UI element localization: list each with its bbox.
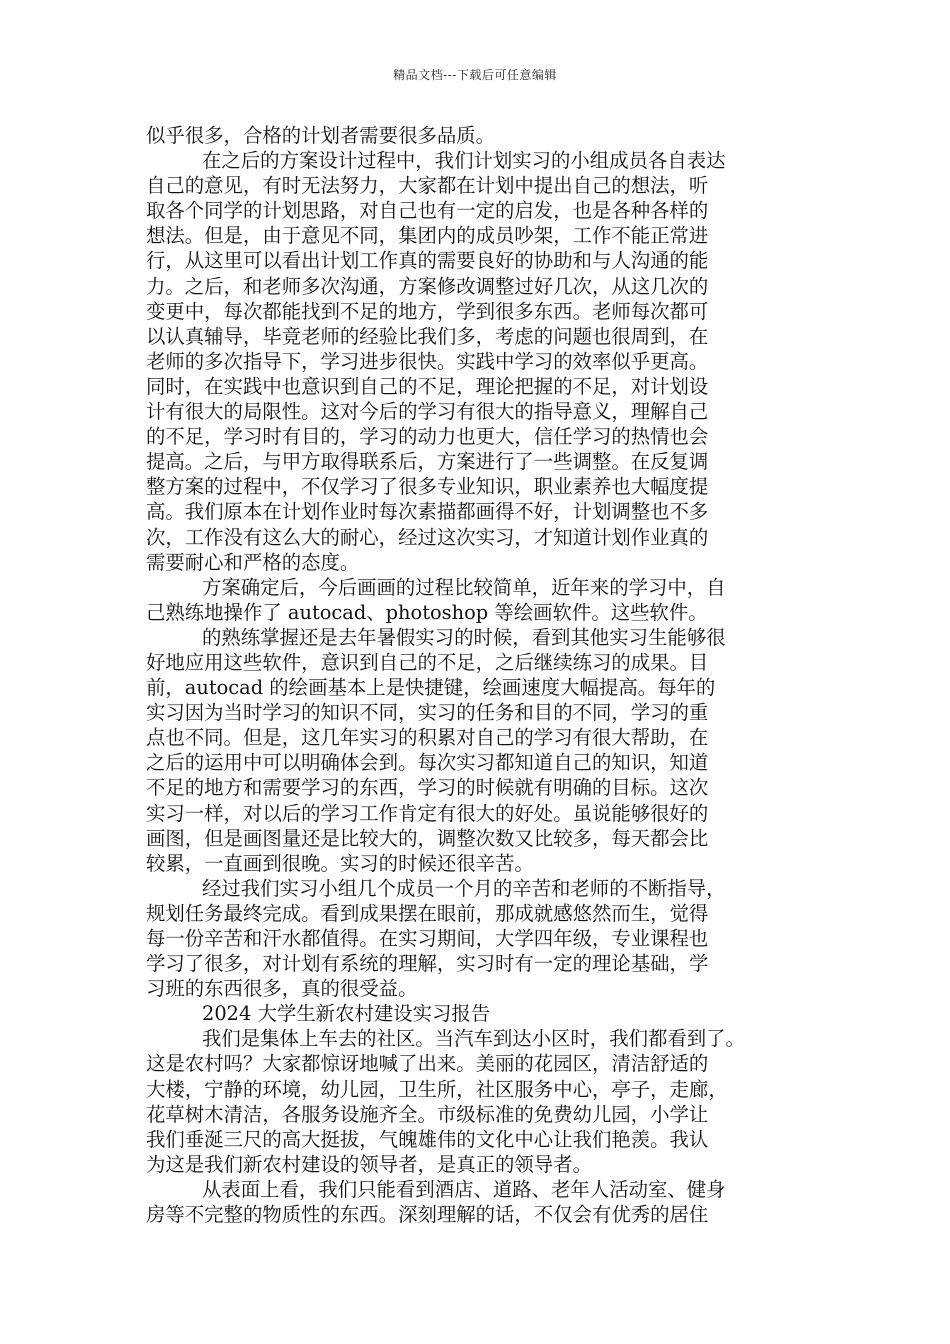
- text-line: 画图，但是画图量还是比较大的，调整次数又比较多，每天都会比: [146, 826, 709, 850]
- text-line: 同时，在实践中也意识到自己的不足，理论把握的不足，对计划设: [146, 374, 709, 398]
- text-line: 好地应用这些软件，意识到自己的不足，之后继续练习的成果。目: [146, 650, 709, 674]
- document-body: [146, 123, 812, 1227]
- text-line: 2024 大学生新农村建设实习报告: [202, 1002, 491, 1026]
- text-line: 之后的运用中可以明确体会到。每次实习都知道自己的知识，知道: [146, 751, 709, 775]
- text-line: 前，autocad 的绘画基本上是快捷键，绘画速度大幅提高。每年的: [146, 676, 716, 700]
- text-line: 似乎很多，合格的计划者需要很多品质。: [146, 124, 496, 147]
- text-line: 计有很大的局限性。这对今后的学习有很大的指导意义，理解自己: [146, 400, 709, 424]
- text-line: 变更中，每次都能找到不足的地方，学到很多东西。老师每次都可: [146, 299, 709, 323]
- text-line: 学习了很多，对计划有系统的理解，实习时有一定的理论基础，学: [146, 952, 709, 976]
- text-line: 我们垂涎三尺的高大挺拔，气魄雄伟的文化中心让我们艳羡。我认: [146, 1127, 709, 1151]
- text-line: 房等不完整的物质性的东西。深刻理解的话，不仅会有优秀的居住: [146, 1203, 709, 1227]
- text-line: 次，工作没有这么大的耐心，经过这次实习，才知道计划作业真的: [146, 525, 709, 549]
- text-line: 提高。之后，与甲方取得联系后，方案进行了一些调整。在反复调: [146, 450, 709, 474]
- text-line: 经过我们实习小组几个成员一个月的辛苦和老师的不断指导，: [202, 876, 726, 900]
- text-line: 习班的东西很多，真的很受益。: [146, 977, 418, 1001]
- text-line: 这是农村吗？大家都惊讶地喊了出来。美丽的花园区，清洁舒适的: [146, 1052, 709, 1076]
- text-line: 想法。但是，由于意见不同，集团内的成员吵架，工作不能正常进: [146, 224, 709, 248]
- text-line: 的不足，学习时有目的，学习的动力也更大，信任学习的热情也会: [146, 425, 709, 449]
- text-line: 取各个同学的计划思路，对自己也有一定的启发，也是各种各样的: [146, 199, 709, 223]
- text-line: 点也不同。但是，这几年实习的积累对自己的学习有很大帮助，在: [146, 726, 709, 750]
- text-line: 自己的意见，有时无法努力，大家都在计划中提出自己的想法，听: [146, 174, 709, 198]
- text-line: 每一份辛苦和汗水都值得。在实习期间，大学四年级，专业课程也: [146, 927, 709, 950]
- text-line: 高。我们原本在计划作业时每次素描都画得不好，计划调整也不多: [146, 500, 709, 524]
- text-line: 为这是我们新农村建设的领导者，是真正的领导者。: [146, 1152, 592, 1176]
- text-line: 从表面上看，我们只能看到酒店、道路、老年人活动室、健身: [202, 1177, 726, 1201]
- text-line: 需要耐心和严格的态度。: [146, 550, 360, 574]
- text-line: 行，从这里可以看出计划工作真的需要良好的协助和与人沟通的能: [146, 249, 709, 273]
- text-line: 规划任务最终完成。看到成果摆在眼前，那成就感悠然而生，觉得: [146, 901, 709, 925]
- text-line: 整方案的过程中，不仅学习了很多专业知识，职业素养也大幅度提: [146, 475, 709, 499]
- text-line: 在之后的方案设计过程中，我们计划实习的小组成员各自表达: [202, 149, 726, 173]
- text-line: 老师的多次指导下，学习进步很快。实践中学习的效率似乎更高。: [146, 349, 709, 373]
- text-line: 以认真辅导，毕竟老师的经验比我们多，考虑的问题也很周到，在: [146, 324, 709, 348]
- text-line: 方案确定后，今后画画的过程比较简单，近年来的学习中，自: [202, 575, 726, 599]
- text-line: 大楼，宁静的环境，幼儿园，卫生所，社区服务中心，亭子，走廊，: [146, 1077, 728, 1101]
- page-header: 精品文档---下载后可任意编辑: [393, 68, 557, 82]
- text-line: 的熟练掌握还是去年暑假实习的时候，看到其他实习生能够很: [202, 625, 726, 649]
- text-line: 花草树木清洁，各服务设施齐全。市级标准的免费幼儿园，小学让: [146, 1102, 709, 1126]
- text-line: 我们是集体上车去的社区。当汽车到达小区时，我们都看到了。: [202, 1027, 745, 1051]
- text-line: 实习因为当时学习的知识不同，实习的任务和目的不同，学习的重: [146, 701, 709, 725]
- text-line: 力。之后，和老师多次沟通，方案修改调整过好几次，从这几次的: [146, 274, 709, 298]
- text-line: 较累，一直画到很晚。实习的时候还很辛苦。: [146, 851, 534, 875]
- text-line: 不足的地方和需要学习的东西，学习的时候就有明确的目标。这次: [146, 776, 709, 800]
- text-line: 己熟练地操作了 autocad、photoshop 等绘画软件。这些软件。: [146, 600, 708, 624]
- text-line: 实习一样，对以后的学习工作肯定有很大的好处。虽说能够很好的: [146, 801, 709, 825]
